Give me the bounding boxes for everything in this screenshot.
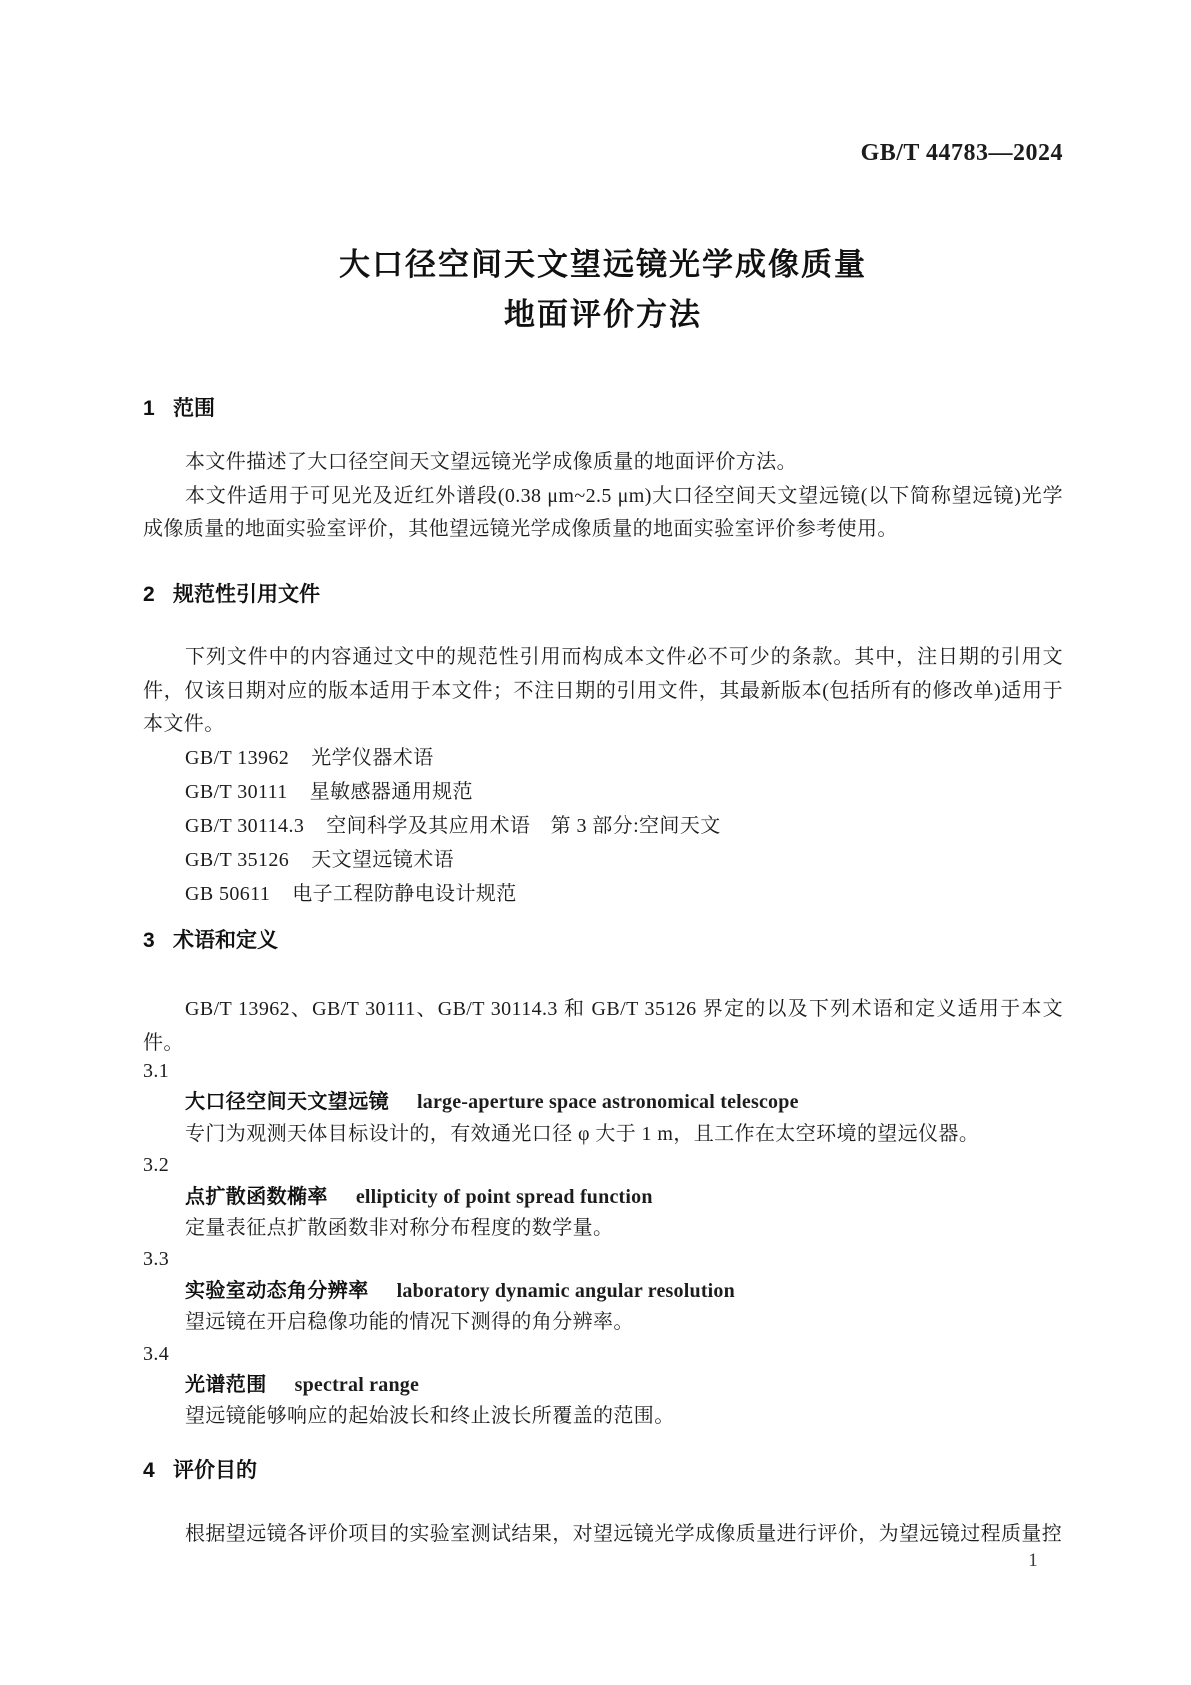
term-name-en: laboratory dynamic angular resolution — [396, 1279, 735, 1302]
term-title — [143, 1182, 1063, 1213]
term-definition: 专门为观测天体目标设计的，有效通光口径 φ 大于 1 m，且工作在太空环境的望远仪器。 — [185, 1122, 980, 1145]
terms-list — [143, 1056, 1063, 1433]
term-entry — [143, 1056, 1063, 1150]
section-4-number: 4 — [143, 1459, 155, 1482]
section-1-heading — [143, 396, 1063, 422]
section-2-number: 2 — [143, 583, 155, 606]
reference-code: GB/T 30111 — [185, 781, 288, 803]
reference-item — [143, 877, 1063, 911]
document-title-line1: 大口径空间天文望远镜光学成像质量 — [339, 247, 867, 282]
reference-item — [143, 775, 1063, 809]
reference-code: GB/T 35126 — [185, 849, 290, 871]
section-2-title: 规范性引用文件 — [173, 583, 320, 606]
term-name-en: ellipticity of point spread function — [355, 1185, 653, 1208]
term-definition: 望远镜能够响应的起始波长和终止波长所覆盖的范围。 — [185, 1405, 675, 1428]
reference-item — [143, 809, 1063, 843]
paragraph: 根据望远镜各评价项目的实验室测试结果，对望远镜光学成像质量进行评价，为望远镜过程质量控 — [185, 1523, 1063, 1545]
section-3-title: 术语和定义 — [173, 929, 278, 952]
section-1-number: 1 — [143, 397, 155, 420]
section-3-number: 3 — [143, 929, 155, 952]
term-name-zh: 点扩散函数椭率 — [185, 1185, 328, 1208]
reference-title: 光学仪器术语 — [311, 747, 434, 769]
term-name-en: large-aperture space astronomical telescope — [417, 1091, 799, 1114]
document-title-line2: 地面评价方法 — [504, 297, 702, 332]
term-number: 3.2 — [143, 1154, 170, 1177]
term-number: 3.1 — [143, 1060, 170, 1082]
section-2-heading — [143, 582, 1063, 608]
reference-code: GB/T 13962 — [185, 747, 290, 769]
section-1-body — [143, 446, 1063, 547]
reference-title: 电子工程防静电设计规范 — [292, 883, 517, 905]
reference-title: 天文望远镜术语 — [311, 849, 455, 871]
term-name-zh: 大口径空间天文望远镜 — [185, 1091, 389, 1114]
page-number: 1 — [1028, 1550, 1038, 1571]
section-3-heading — [143, 928, 1063, 954]
reference-title: 空间科学及其应用术语 第 3 部分:空间天文 — [326, 815, 721, 837]
term-name-zh: 光谱范围 — [185, 1374, 267, 1397]
normative-references-list — [143, 741, 1063, 911]
term-name-en: spectral range — [294, 1374, 420, 1397]
paragraph: 本文件描述了大口径空间天文望远镜光学成像质量的地面评价方法。 — [185, 451, 797, 473]
term-definition: 望远镜在开启稳像功能的情况下测得的角分辨率。 — [185, 1311, 634, 1334]
section-4-heading — [143, 1458, 1063, 1484]
term-title — [143, 1087, 1063, 1118]
section-1-title: 范围 — [173, 397, 215, 420]
term-title — [143, 1276, 1063, 1307]
term-entry — [143, 1339, 1063, 1433]
term-number: 3.4 — [143, 1342, 170, 1365]
reference-code: GB/T 30114.3 — [185, 815, 305, 837]
reference-title: 星敏感器通用规范 — [309, 781, 473, 803]
reference-code: GB 50611 — [185, 883, 271, 905]
section-4-title: 评价目的 — [173, 1459, 257, 1482]
paragraph: GB/T 13962、GB/T 30111、GB/T 30114.3 和 GB/T 35126 界定的以及下列术语和定义适用于本文件。 — [143, 998, 1063, 1054]
term-name-zh: 实验室动态角分辨率 — [185, 1279, 369, 1302]
reference-item — [143, 741, 1063, 775]
section-2-body — [143, 641, 1063, 742]
reference-item — [143, 843, 1063, 877]
term-entry — [143, 1150, 1063, 1244]
term-entry — [143, 1244, 1063, 1338]
standard-number: GB/T 44783—2024 — [860, 140, 1063, 166]
paragraph: 下列文件中的内容通过文中的规范性引用而构成本文件必不可少的条款。其中，注日期的引用文件，仅该日期对应的版本适用于本文件；不注日期的引用文件，其最新版本(包括所有的修改单)适用于本文件。 — [143, 646, 1063, 735]
paragraph: 本文件适用于可见光及近红外谱段(0.38 μm~2.5 μm)大口径空间天文望远镜(以下简称望远镜)光学成像质量的地面实验室评价，其他望远镜光学成像质量的地面实验室评价参考使用。 — [143, 484, 1063, 540]
section-4-body — [143, 1518, 1063, 1552]
term-number: 3.3 — [143, 1248, 170, 1271]
term-definition: 定量表征点扩散函数非对称分布程度的数学量。 — [185, 1217, 614, 1240]
term-title — [143, 1370, 1063, 1401]
section-3-body — [143, 993, 1063, 1060]
document-title — [143, 240, 1063, 340]
